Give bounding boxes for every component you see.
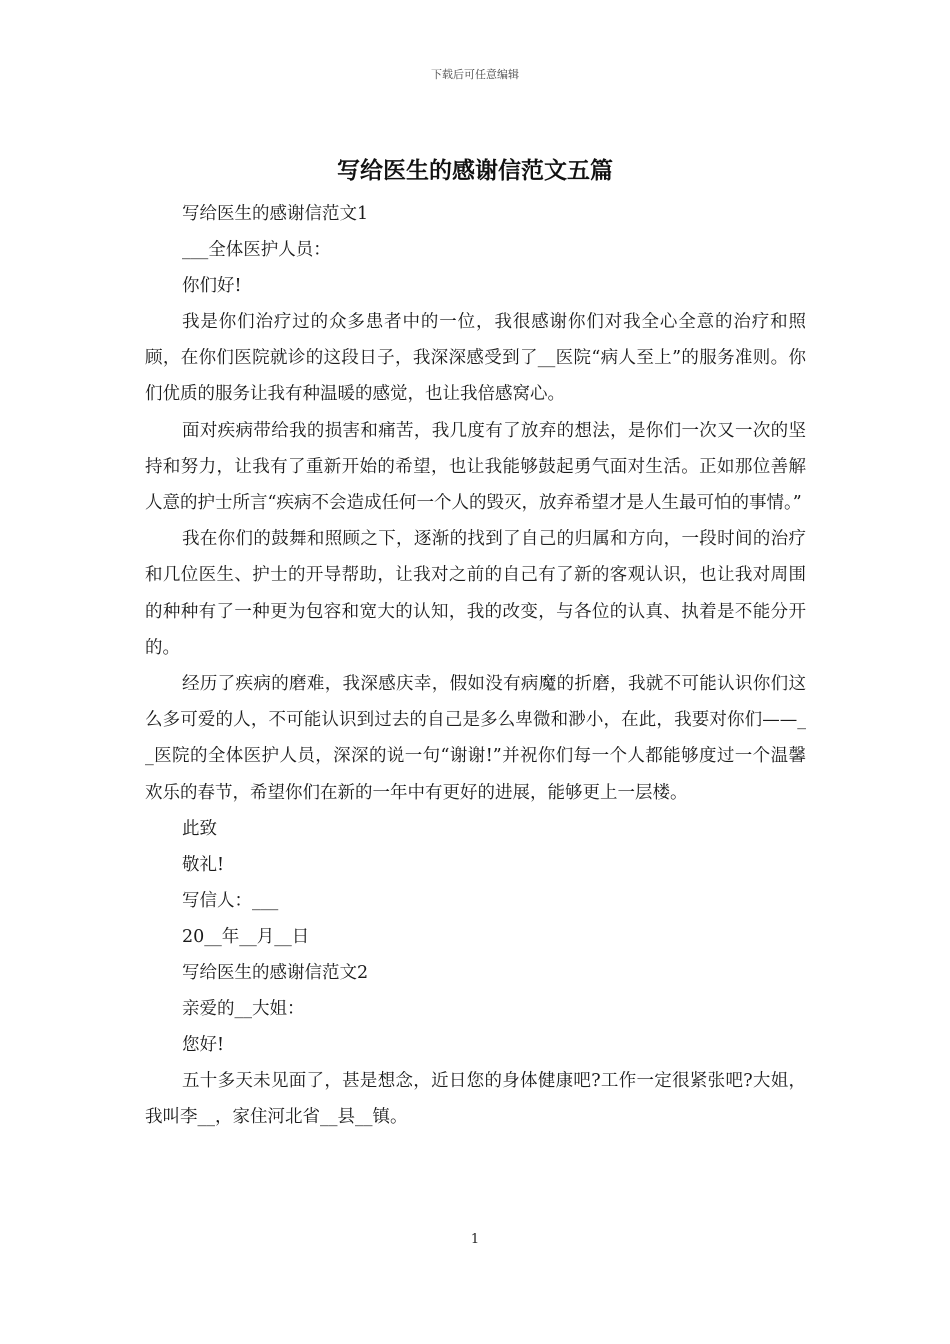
letter2-greeting: 您好! [182, 1034, 225, 1055]
letter1-greeting: 你们好! [182, 276, 242, 296]
letter2-heading: 写给医生的感谢信范文2 [182, 962, 369, 983]
letter1-paragraph-1: 我是你们治疗过的众多患者中的一位，我很感谢你们对我全心全意的治疗和照顾，在你们医院就诊的这段日子，我深深感受到了__医院“病人至上”的服务准则。你们优质的服务让我有种温暖的感觉，也让我倍感窝心。 [145, 312, 806, 405]
document-title: 写给医生的感谢信范文五篇 [337, 157, 613, 184]
letter2-paragraph-1: 五十多天未见面了，甚是想念，近日您的身体健康吧?工作一定很紧张吧?大姐，我叫李__，家住河北省__县__镇。 [145, 1070, 806, 1128]
letter1-writer: 写信人：___ [182, 890, 279, 911]
letter1-paragraph-4: 经历了疾病的磨难，我深感庆幸，假如没有病魔的折磨，我就不可能认识你们这么多可爱的人，不可能认识到过去的自己是多么卑微和渺小，在此，我要对你们——__医院的全体医护人员，深深的说一句“谢谢!”并祝你们每一个人都能够度过一个温馨欢乐的春节，希望你们在新的一年中有更好的进展，能够更上一层楼。 [145, 674, 806, 803]
document-body [145, 196, 806, 1135]
letter1-closing: 此致 [182, 818, 217, 839]
letter1-paragraph-2: 面对疾病带给我的损害和痛苦，我几度有了放弃的想法，是你们一次又一次的坚持和努力，让我有了重新开始的希望，也让我能够鼓起勇气面对生活。正如那位善解人意的护士所言“疾病不会造成任何一个人的毁灭，放弃希望才是人生最可怕的事情。” [145, 420, 806, 514]
letter1-heading: 写给医生的感谢信范文1 [182, 204, 369, 224]
letter1-date: 20__年__月__日 [182, 926, 310, 947]
header-note: 下载后可任意编辑 [431, 68, 519, 81]
page-number: 1 [470, 1232, 480, 1247]
letter1-paragraph-3: 我在你们的鼓舞和照顾之下，逐渐的找到了自己的归属和方向，一段时间的治疗和几位医生、护士的开导帮助，让我对之前的自己有了新的客观认识，也让我对周围的种种有了一种更为包容和宽大的认知，我的改变，与各位的认真、执着是不能分开的。 [145, 529, 806, 658]
letter1-salutation: ___全体医护人员： [182, 240, 331, 260]
letter2-salutation: 亲爱的__大姐： [182, 998, 305, 1019]
letter1-regards: 敬礼! [182, 854, 225, 875]
